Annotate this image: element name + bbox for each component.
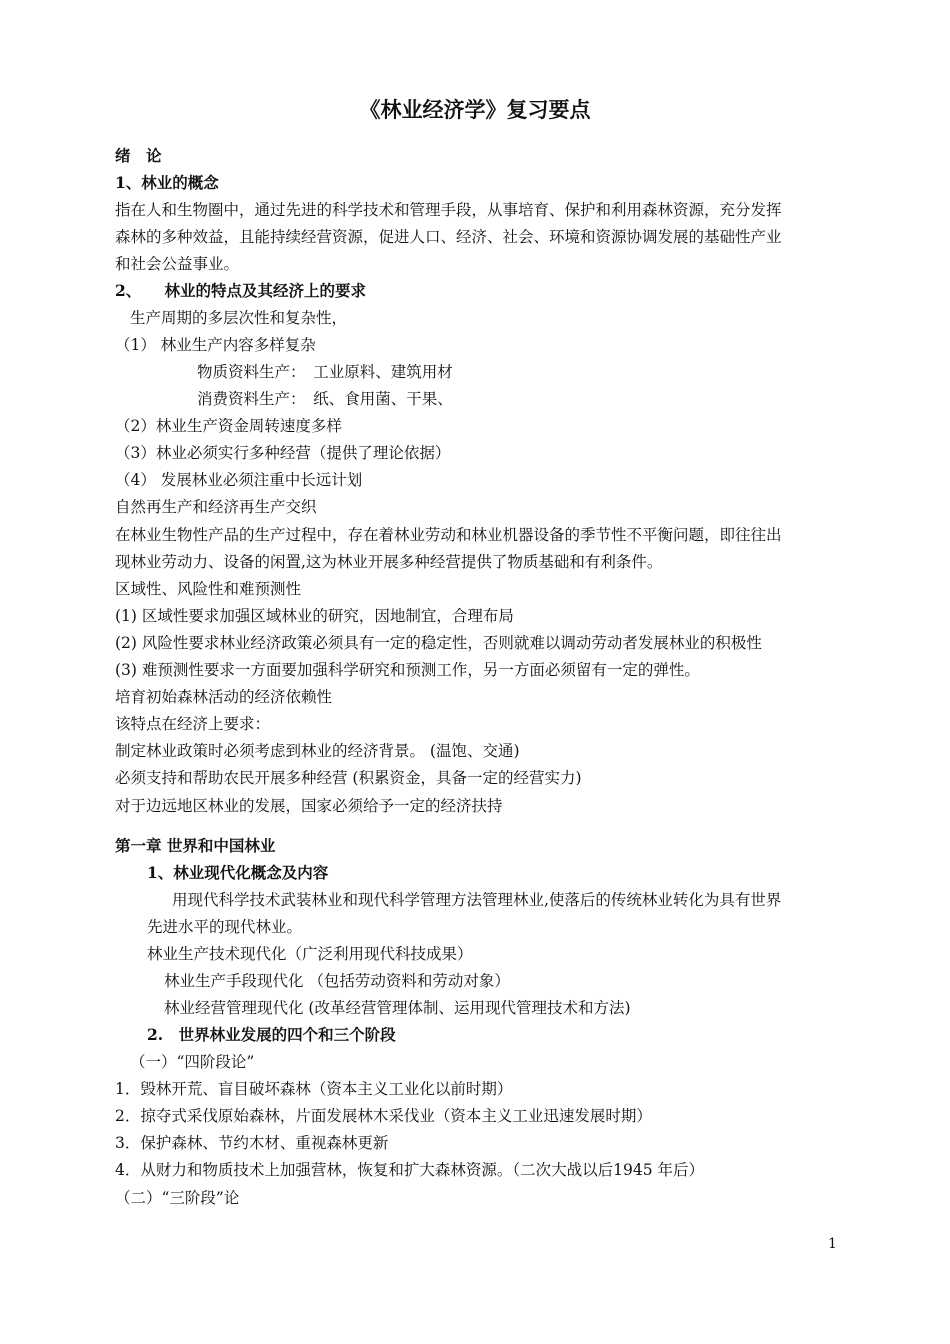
text-line: 区域性、风险性和难预测性 xyxy=(115,580,302,598)
text-line: （2）林业生产资金周转速度多样 xyxy=(115,417,342,435)
text-line: 必须支持和帮助农民开展多种经营 (积累资金，具备一定的经营实力) xyxy=(115,769,582,787)
text-line: 培育初始森林活动的经济依赖性 xyxy=(115,688,333,706)
text-line: 林业生产技术现代化（广泛利用现代科技成果） xyxy=(147,945,473,963)
text-line: 1．毁林开荒、盲目破坏森林（资本主义工业化以前时期） xyxy=(115,1080,513,1098)
page-number: 1 xyxy=(828,1236,837,1252)
text-line: 对于边远地区林业的发展，国家必须给予一定的经济扶持 xyxy=(115,797,503,815)
text-line: 该特点在经济上要求： xyxy=(115,715,271,733)
text-line: 消费资料生产： 纸、食用菌、干果、 xyxy=(197,390,453,408)
text-line: 和社会公益事业。 xyxy=(115,255,240,273)
text-line: 林业经营管理现代化 (改革经营管理体制、运用现代管理技术和方法) xyxy=(164,999,631,1017)
text-line: 4．从财力和物质技术上加强营林，恢复和扩大森林资源。（二次大战以后1945 年后） xyxy=(115,1161,704,1179)
text-line: 在林业生物性产品的生产过程中，存在着林业劳动和林业机器设备的季节性不平衡问题，即往往出 xyxy=(115,526,782,544)
text-line: 自然再生产和经济再生产交织 xyxy=(115,498,317,516)
text-line: 2．掠夺式采伐原始森林，片面发展林木采伐业（资本主义工业迅速发展时期） xyxy=(115,1107,652,1125)
text-line: 先进水平的现代林业。 xyxy=(147,918,303,936)
text-line: （二）“三阶段”论 xyxy=(115,1189,240,1207)
text-line: 第一章 世界和中国林业 xyxy=(115,836,276,855)
text-line: 1、林业现代化概念及内容 xyxy=(147,863,329,882)
text-line: 指在人和生物圈中，通过先进的科学技术和管理手段，从事培育、保护和利用森林资源，充分发挥 xyxy=(115,201,782,219)
text-line: 用现代科学技术武装林业和现代科学管理方法管理林业,使落后的传统林业转化为具有世界 xyxy=(172,891,782,909)
text-line: （3）林业必须实行多种经营（提供了理论依据） xyxy=(115,444,451,462)
text-line: 2、 林业的特点及其经济上的要求 xyxy=(115,281,367,300)
text-line: (1) 区域性要求加强区域林业的研究，因地制宜，合理布局 xyxy=(115,607,514,625)
text-line: 1、林业的概念 xyxy=(115,173,219,192)
text-line: 绪 论 xyxy=(115,146,162,165)
text-line: (3) 难预测性要求一方面要加强科学研究和预测工作，另一方面必须留有一定的弹性。 xyxy=(115,661,700,679)
text-line: 制定林业政策时必须考虑到林业的经济背景。 (温饱、交通) xyxy=(115,742,520,760)
text-line: （4） 发展林业必须注重中长远计划 xyxy=(115,471,363,489)
text-line: (2) 风险性要求林业经济政策必须具有一定的稳定性，否则就难以调动劳动者发展林业的积极性 xyxy=(115,634,762,652)
text-line: 现林业劳动力、设备的闲置,这为林业开展多种经营提供了物质基础和有利条件。 xyxy=(115,553,663,571)
text-line: 生产周期的多层次性和复杂性， xyxy=(130,309,348,327)
text-line: （1） 林业生产内容多样复杂 xyxy=(115,336,316,354)
document-title: 《林业经济学》复习要点 xyxy=(359,97,591,122)
text-line: 林业生产手段现代化 （包括劳动资料和劳动对象） xyxy=(164,972,510,990)
text-line: 物质资料生产： 工业原料、建筑用材 xyxy=(197,363,453,381)
text-line: 森林的多种效益，且能持续经营资源，促进人口、经济、社会、环境和资源协调发展的基础性产业 xyxy=(115,228,782,246)
text-line: 2. 世界林业发展的四个和三个阶段 xyxy=(147,1025,396,1044)
text-line: （一）“四阶段论” xyxy=(130,1053,255,1071)
text-line: 3．保护森林、节约木材、重视森林更新 xyxy=(115,1134,389,1152)
